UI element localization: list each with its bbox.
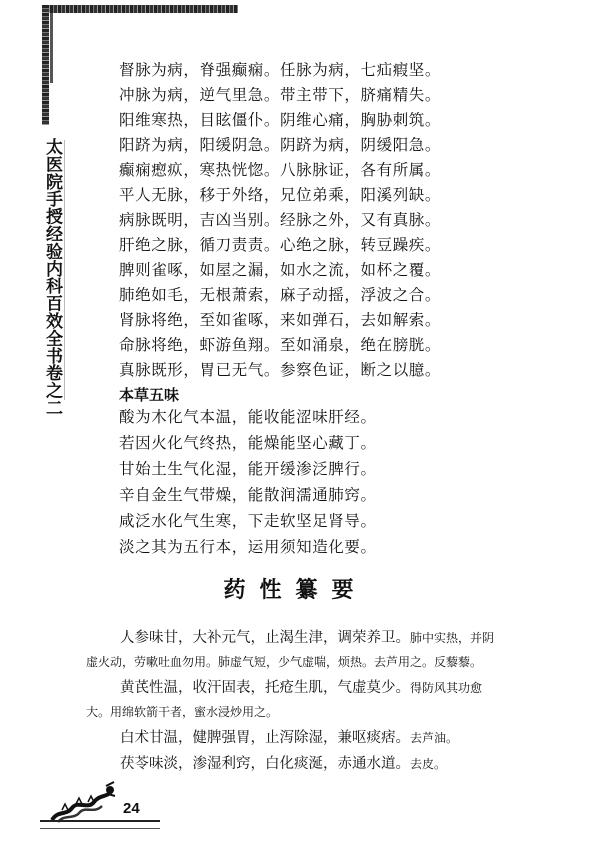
verse-line: 阳维寒热，目眩僵仆。阴维心痛，胸胁刺筑。: [119, 111, 442, 129]
herb-note: 去芦油。: [410, 731, 459, 745]
side-title-rule: [64, 140, 65, 400]
verse-line: 真脉既形，胃已无气。参察色证，断之以臆。: [119, 361, 442, 379]
verse-line: 脾则雀啄，如屋之漏，如水之流，如杯之覆。: [119, 261, 442, 279]
verse-line: 咸泛水化气生寒，下走软坚足肾导。: [119, 512, 377, 530]
page-border-inner: [50, 13, 53, 83]
five-flavors-verse: [119, 404, 377, 560]
dragon-ornament-icon: [48, 780, 116, 824]
verse-line: 若因火化气终热，能燥能坚心藏丁。: [119, 434, 377, 452]
verse-line: 阳跻为病，阳缓阴急。阴跻为病，阴缓阳急。: [119, 136, 442, 154]
herb-note: 去皮。: [410, 757, 447, 771]
verse-line: 命脉将绝，虾游鱼翔。至如涌泉，绝在膀胱。: [119, 336, 442, 354]
verse-block: [119, 58, 441, 383]
verse-line: 冲脉为病，逆气里急。带主带下，脐痛精失。: [119, 86, 442, 104]
herb-verse: 白术甘温，健脾强胃，止泻除湿，兼呕痰痞。: [120, 730, 410, 746]
verse-line: 督脉为病，脊强癫痫。任脉为病，七疝瘕坚。: [119, 61, 442, 79]
verse-line: 酸为木化气本温，能收能涩味肝经。: [119, 408, 377, 426]
verse-line: 肺绝如毛，无根萧索，麻子动摇，浮波之合。: [119, 286, 442, 304]
verse-line: 平人无脉，移于外络，兄位弟乘，阳溪列缺。: [119, 186, 442, 204]
herb-verse: 茯苓味淡，渗湿利窍，白化痰涎，赤通水道。: [120, 756, 410, 772]
herb-entry: [86, 626, 500, 674]
herb-entry: [86, 676, 500, 724]
verse-line: 辛自金生气带燥，能散润濡通肺窍。: [119, 486, 377, 504]
section-subheading: 本草五味: [119, 386, 180, 404]
page-border-top: [42, 5, 238, 13]
footer-rule-thin: [40, 828, 160, 829]
herb-verse: 人参味甘，大补元气，止渴生津，调荣养卫。: [120, 630, 410, 646]
section-heading: 药性纂要: [223, 577, 368, 603]
verse-line: 甘始土生气化湿，能开缓渗泛脾行。: [119, 460, 377, 478]
herb-entries: [86, 626, 500, 778]
verse-line: 肾脉将绝，至如雀啄，来如弹石，去如解索。: [119, 311, 442, 329]
verse-line: 病脉既明，吉凶当别。经脉之外，又有真脉。: [119, 211, 442, 229]
page-number: 24: [123, 800, 140, 817]
herb-verse: 黄芪性温，收汗固表，托疮生肌，气虚莫少。: [120, 680, 410, 696]
side-running-title: 太医院手授经验内科百效全书卷之二: [42, 138, 62, 417]
herb-entry: [86, 752, 500, 776]
verse-line: 淡之其为五行本，运用须知造化要。: [119, 538, 377, 556]
herb-note: 得防风其功愈大。用绵软箭干者，蜜水浸炒用之。: [86, 681, 483, 719]
verse-line: 肝绝之脉，循刀责责。心绝之脉，转豆躁疾。: [119, 236, 442, 254]
herb-note: 肺中实热，并阴虚火动，劳嗽吐血勿用。肺虚气短，少气虚喘，烦热。去芦用之。反藜藜。: [86, 631, 495, 669]
verse-line: 癫痫瘛疭，寒热恍惚。八脉脉证，各有所属。: [119, 161, 442, 179]
herb-entry: [86, 726, 500, 750]
footer-rule: [40, 820, 160, 822]
page-border-left: [42, 5, 49, 125]
